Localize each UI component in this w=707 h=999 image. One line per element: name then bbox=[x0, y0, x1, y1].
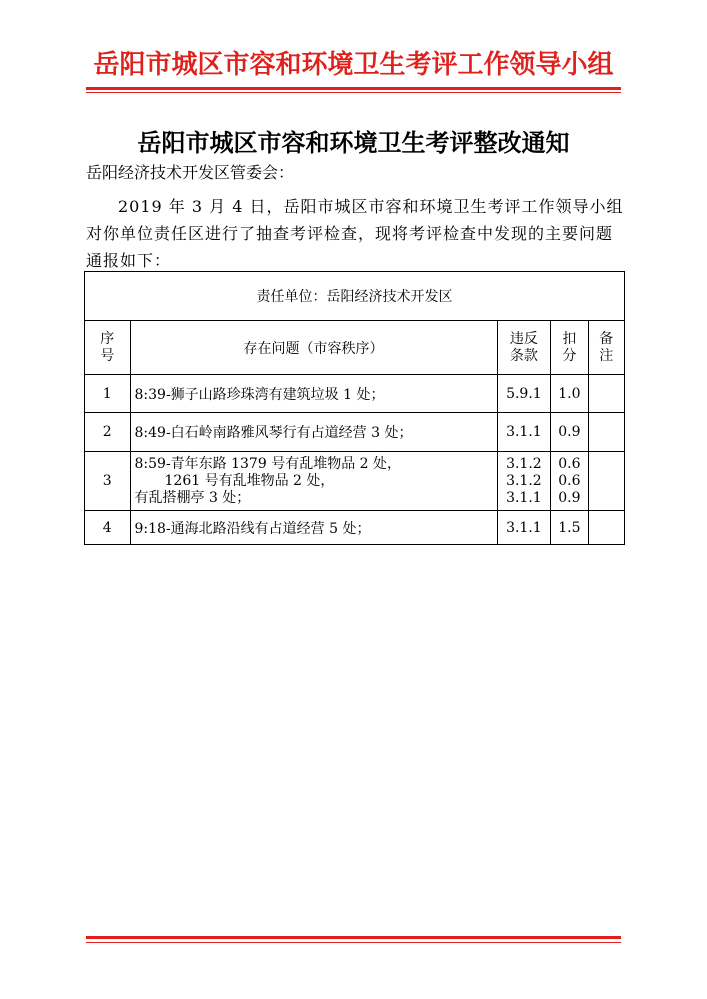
row-code: 3.1.1 bbox=[497, 511, 551, 545]
row-issue bbox=[130, 452, 497, 511]
notice-title: 岳阳市城区市容和环境卫生考评整改通知 bbox=[137, 128, 570, 157]
row-issue: 8:49-白石岭南路雅风琴行有占道经营 3 处； bbox=[130, 413, 497, 452]
row-note bbox=[588, 413, 624, 452]
header-issue: 存在问题（市容秩序） bbox=[130, 321, 497, 375]
score-line: 0.6 bbox=[558, 472, 581, 489]
table-row bbox=[85, 511, 625, 545]
row-score bbox=[551, 452, 588, 511]
row-code: 5.9.1 bbox=[497, 375, 551, 413]
table-row bbox=[85, 375, 625, 413]
issue-line: 1261 号有乱堆物品 2 处， bbox=[164, 472, 335, 489]
code-line: 3.1.2 bbox=[506, 472, 542, 489]
header-no: 序号 bbox=[85, 321, 131, 375]
header-rule-thick bbox=[86, 87, 621, 90]
notice-body: 2019 年 3 月 4 日，岳阳市城区市容和环境卫生考评工作领导小组对你单位责任区进行了抽查考评检查，现将考评检查中发现的主要问题通报如下： bbox=[86, 197, 624, 270]
code-line: 3.1.2 bbox=[506, 455, 542, 472]
code-line: 3.1.1 bbox=[506, 489, 542, 506]
responsible-unit: 责任单位：岳阳经济技术开发区 bbox=[85, 272, 625, 321]
table-row bbox=[85, 452, 625, 511]
row-no: 1 bbox=[85, 375, 131, 413]
row-score: 1.0 bbox=[551, 375, 588, 413]
issuing-org-header: 岳阳市城区市容和环境卫生考评工作领导小组 bbox=[93, 50, 614, 80]
row-note bbox=[588, 452, 624, 511]
row-code bbox=[497, 452, 551, 511]
header-code: 违反条款 bbox=[497, 321, 551, 375]
row-score: 0.9 bbox=[551, 413, 588, 452]
score-line: 0.9 bbox=[558, 489, 581, 506]
header-note: 备注 bbox=[588, 321, 624, 375]
row-no: 4 bbox=[85, 511, 131, 545]
row-issue: 8:39-狮子山路珍珠湾有建筑垃圾 1 处； bbox=[130, 375, 497, 413]
issue-line: 8:59-青年东路 1379 号有乱堆物品 2 处， bbox=[134, 455, 402, 472]
score-line: 0.6 bbox=[558, 455, 581, 472]
issues-table bbox=[84, 271, 625, 545]
row-code: 3.1.1 bbox=[497, 413, 551, 452]
row-issue: 9:18-通海北路沿线有占道经营 5 处； bbox=[130, 511, 497, 545]
table-header-row bbox=[85, 321, 625, 375]
addressee: 岳阳经济技术开发区管委会： bbox=[86, 163, 295, 182]
row-note bbox=[588, 375, 624, 413]
footer-rule-thick bbox=[86, 936, 621, 939]
issue-line: 有乱搭棚亭 3 处； bbox=[134, 489, 251, 506]
header-score: 扣分 bbox=[551, 321, 588, 375]
row-no: 2 bbox=[85, 413, 131, 452]
table-row bbox=[85, 413, 625, 452]
header-rule-thin bbox=[86, 92, 621, 93]
footer-rule-thin bbox=[86, 942, 621, 943]
row-score: 1.5 bbox=[551, 511, 588, 545]
row-note bbox=[588, 511, 624, 545]
row-no: 3 bbox=[85, 452, 131, 511]
